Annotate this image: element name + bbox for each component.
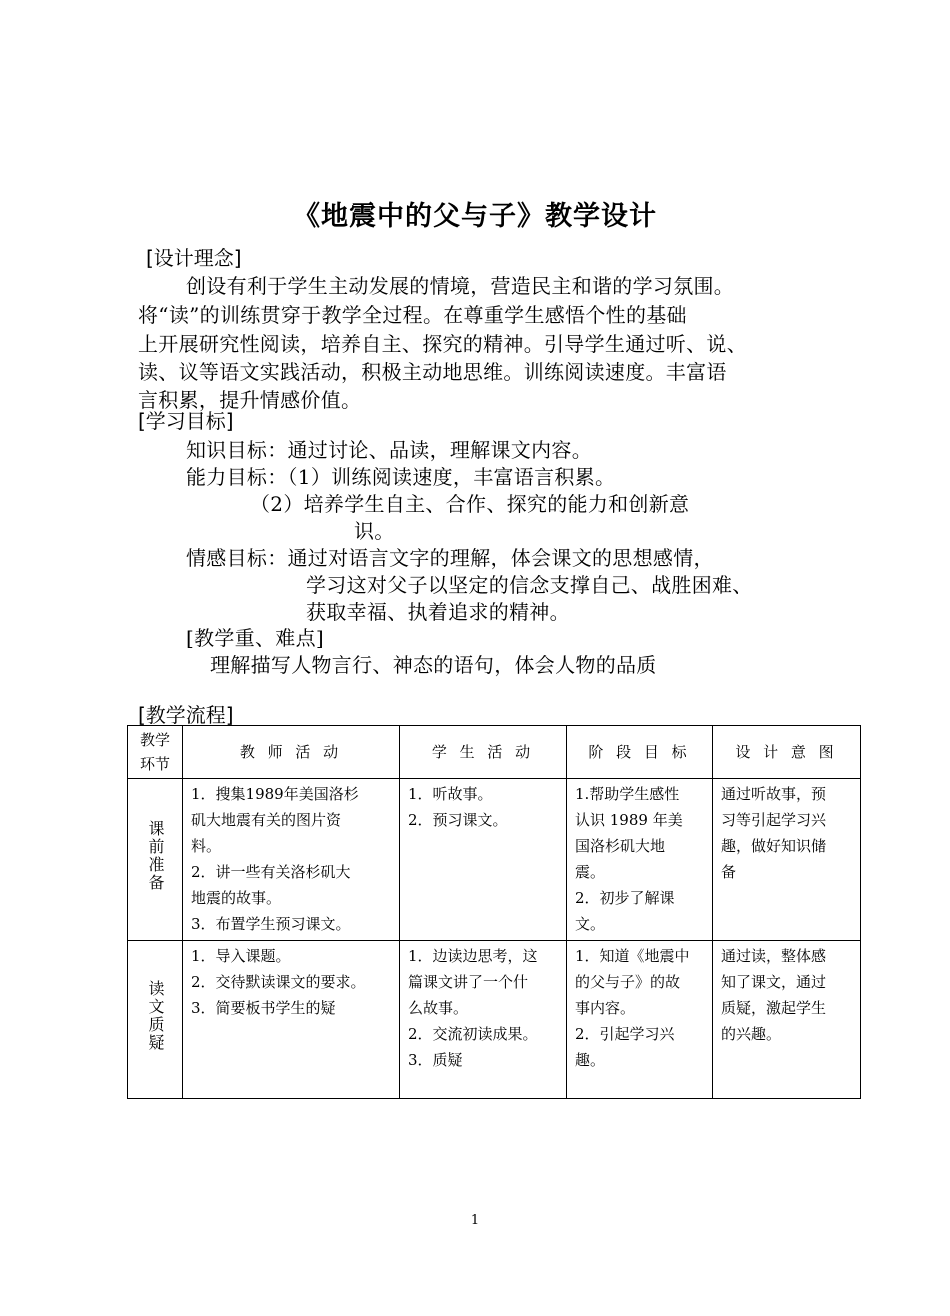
design-concept-line: 将“读”的训练贯穿于教学全过程。在尊重学生感悟个性的基础 xyxy=(138,303,687,327)
emotion-objective-3: 获取幸福、执着追求的精神。 xyxy=(306,600,570,624)
key-points-text: 理解描写人物言行、神态的语句，体会人物的品质 xyxy=(210,653,657,677)
stage-cell xyxy=(128,941,183,1099)
key-points-heading: [教学重、难点] xyxy=(186,626,325,650)
design-intent-cell: 通过读，整体感 知了课文，通过 质疑，激起学生 的兴趣。 xyxy=(713,941,861,1099)
design-concept-line: 上开展研究性阅读，培养自主、探究的精神。引导学生通过听、说、 xyxy=(138,332,747,356)
teacher-activity-cell: 1．搜集1989年美国洛杉 矶大地震有关的图片资 料。 2．讲一些有关洛杉矶大 地震的故事。 3．布置学生预习课文。 xyxy=(183,779,400,941)
emotion-objective-1: 情感目标：通过对语言文字的理解，体会课文的思想感情， xyxy=(186,546,714,570)
design-concept-line: 创设有利于学生主动发展的情境，营造民主和谐的学习氛围。 xyxy=(186,274,735,298)
table-row xyxy=(128,941,861,1099)
table-row xyxy=(128,779,861,941)
stage-goal-cell: 1.帮助学生感性 认识 1989 年美 国洛杉矶大地 震。 2．初步了解课 文。 xyxy=(567,779,713,941)
ability-objective-2-cont: 识。 xyxy=(354,519,395,543)
design-concept-line: 言积累，提升情感价值。 xyxy=(138,388,362,412)
ability-objective-2: （2）培养学生自主、合作、探究的能力和创新意 xyxy=(250,492,690,516)
ability-objective-1: 能力目标：（1）训练阅读速度，丰富语言积累。 xyxy=(186,465,616,489)
emotion-objective-2: 学习这对父子以坚定的信念支撑自己、战胜困难、 xyxy=(306,573,753,597)
teaching-flow-table xyxy=(127,725,861,1099)
stage-cell xyxy=(128,779,183,941)
flow-heading: [教学流程] xyxy=(138,703,234,727)
stage-goal-cell: 1．知道《地震中 的父与子》的故 事内容。 2．引起学习兴 趣。 xyxy=(567,941,713,1099)
design-intent-cell: 通过听故事，预 习等引起学习兴 趣，做好知识储 备 xyxy=(713,779,861,941)
table-header-row xyxy=(128,726,861,779)
document-title: 《地震中的父与子》教学设计 xyxy=(293,201,657,232)
header-stage: 教学 环节 xyxy=(128,726,183,779)
teacher-activity-cell: 1．导入课题。 2．交待默读课文的要求。 3．简要板书学生的疑 xyxy=(183,941,400,1099)
header-design-intent: 设 计 意 图 xyxy=(713,726,861,779)
student-activity-cell: 1．边读边思考，这 篇课文讲了一个什 么故事。 2．交流初读成果。 3．质疑 xyxy=(400,941,567,1099)
knowledge-objective: 知识目标：通过讨论、品读，理解课文内容。 xyxy=(186,438,592,462)
page-number: 1 xyxy=(470,1213,480,1228)
design-concept-heading: [设计理念] xyxy=(146,246,242,270)
header-student-activity: 学 生 活 动 xyxy=(400,726,567,779)
student-activity-cell: 1．听故事。 2．预习课文。 xyxy=(400,779,567,941)
stage-label: 课前准备 xyxy=(146,819,165,892)
header-stage-goal: 阶 段 目 标 xyxy=(567,726,713,779)
design-concept-line: 读、议等语文实践活动，积极主动地思维。训练阅读速度。丰富语 xyxy=(138,360,727,384)
header-teacher-activity: 教 师 活 动 xyxy=(183,726,400,779)
objectives-heading: [学习目标] xyxy=(138,409,234,433)
stage-label: 读文质疑 xyxy=(146,979,165,1052)
